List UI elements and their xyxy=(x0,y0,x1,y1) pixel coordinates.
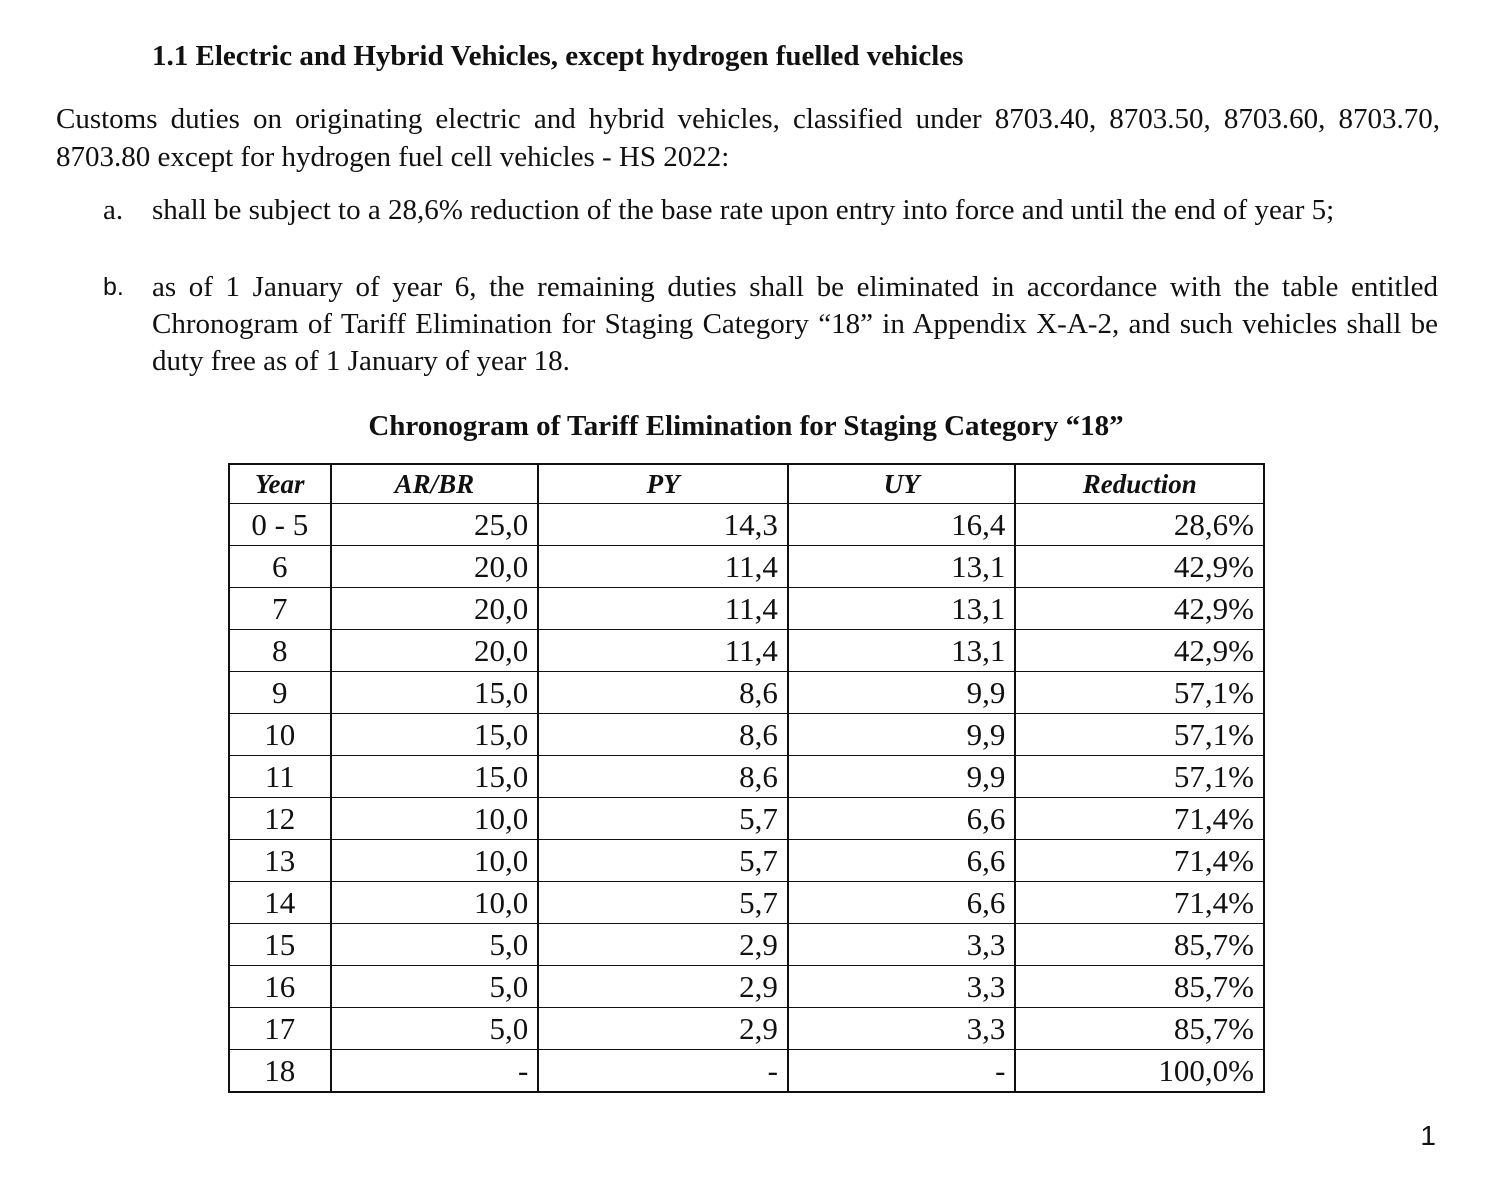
cell-uy: 13,1 xyxy=(788,630,1016,672)
table-row xyxy=(229,672,1264,714)
cell-uy: 13,1 xyxy=(788,546,1016,588)
cell-year: 10 xyxy=(229,714,331,756)
cell-ar-br: 5,0 xyxy=(331,966,539,1008)
list-marker-a: a. xyxy=(103,194,124,226)
cell-year: 6 xyxy=(229,546,331,588)
cell-ar-br: 5,0 xyxy=(331,1008,539,1050)
table-row xyxy=(229,882,1264,924)
cell-ar-br: 20,0 xyxy=(331,546,539,588)
cell-py: 5,7 xyxy=(538,882,788,924)
cell-year: 8 xyxy=(229,630,331,672)
cell-py: 14,3 xyxy=(538,504,788,546)
cell-year: 7 xyxy=(229,588,331,630)
table-row xyxy=(229,798,1264,840)
cell-ar-br: - xyxy=(331,1050,539,1093)
table-row xyxy=(229,966,1264,1008)
cell-year: 12 xyxy=(229,798,331,840)
cell-ar-br: 20,0 xyxy=(331,588,539,630)
cell-reduction: 57,1% xyxy=(1015,756,1264,798)
table-row xyxy=(229,756,1264,798)
cell-uy: - xyxy=(788,1050,1016,1093)
cell-ar-br: 20,0 xyxy=(331,630,539,672)
table-row xyxy=(229,504,1264,546)
cell-year: 0 - 5 xyxy=(229,504,331,546)
table-row xyxy=(229,546,1264,588)
cell-py: 5,7 xyxy=(538,840,788,882)
cell-reduction: 57,1% xyxy=(1015,672,1264,714)
table-row xyxy=(229,1008,1264,1050)
cell-uy: 9,9 xyxy=(788,672,1016,714)
cell-ar-br: 5,0 xyxy=(331,924,539,966)
cell-uy: 3,3 xyxy=(788,924,1016,966)
header-ar-br: AR/BR xyxy=(331,464,539,504)
cell-year: 17 xyxy=(229,1008,331,1050)
cell-year: 15 xyxy=(229,924,331,966)
header-py: PY xyxy=(538,464,788,504)
table-row xyxy=(229,924,1264,966)
cell-year: 18 xyxy=(229,1050,331,1093)
cell-reduction: 71,4% xyxy=(1015,840,1264,882)
cell-ar-br: 15,0 xyxy=(331,672,539,714)
cell-py: 5,7 xyxy=(538,798,788,840)
cell-ar-br: 25,0 xyxy=(331,504,539,546)
cell-uy: 6,6 xyxy=(788,882,1016,924)
list-marker-b: b. xyxy=(103,273,124,301)
table-body xyxy=(229,504,1264,1093)
header-uy: UY xyxy=(788,464,1016,504)
section-heading: 1.1 Electric and Hybrid Vehicles, except hydrogen fuelled vehicles xyxy=(152,40,964,72)
tariff-chronogram-table xyxy=(228,463,1265,1093)
cell-py: 11,4 xyxy=(538,588,788,630)
cell-py: 2,9 xyxy=(538,924,788,966)
table-row xyxy=(229,588,1264,630)
list-text-b: as of 1 January of year 6, the remaining duties shall be eliminated in accordance with the table entitled Chronogram of Tariff Elimination for Staging Category “18” in Appendix X-A-2, and such vehicles shall be duty free as of 1 January of year 18. xyxy=(152,271,1438,377)
intro-paragraph: Customs duties on originating electric and hybrid vehicles, classified under 8703.40, 8703.50, 8703.60, 8703.70, 8703.80 except for hydrogen fuel cell vehicles - HS 2022: xyxy=(56,103,1440,173)
cell-uy: 13,1 xyxy=(788,588,1016,630)
cell-py: - xyxy=(538,1050,788,1093)
cell-reduction: 100,0% xyxy=(1015,1050,1264,1093)
cell-py: 2,9 xyxy=(538,1008,788,1050)
cell-uy: 9,9 xyxy=(788,756,1016,798)
cell-reduction: 85,7% xyxy=(1015,966,1264,1008)
cell-uy: 6,6 xyxy=(788,840,1016,882)
cell-reduction: 42,9% xyxy=(1015,588,1264,630)
header-reduction: Reduction xyxy=(1015,464,1264,504)
cell-uy: 9,9 xyxy=(788,714,1016,756)
cell-ar-br: 10,0 xyxy=(331,840,539,882)
cell-py: 11,4 xyxy=(538,546,788,588)
cell-year: 11 xyxy=(229,756,331,798)
cell-reduction: 28,6% xyxy=(1015,504,1264,546)
table-header-row xyxy=(229,464,1264,504)
page-number: 1 xyxy=(1420,1120,1436,1151)
table-title: Chronogram of Tariff Elimination for Staging Category “18” xyxy=(368,410,1124,442)
table-row xyxy=(229,840,1264,882)
list-text-a: shall be subject to a 28,6% reduction of the base rate upon entry into force and until the end of year 5; xyxy=(152,194,1335,226)
table-row xyxy=(229,630,1264,672)
cell-py: 8,6 xyxy=(538,672,788,714)
cell-reduction: 57,1% xyxy=(1015,714,1264,756)
cell-reduction: 71,4% xyxy=(1015,882,1264,924)
cell-reduction: 42,9% xyxy=(1015,630,1264,672)
cell-uy: 16,4 xyxy=(788,504,1016,546)
cell-uy: 6,6 xyxy=(788,798,1016,840)
cell-reduction: 85,7% xyxy=(1015,1008,1264,1050)
cell-reduction: 71,4% xyxy=(1015,798,1264,840)
cell-py: 11,4 xyxy=(538,630,788,672)
cell-uy: 3,3 xyxy=(788,1008,1016,1050)
cell-year: 13 xyxy=(229,840,331,882)
cell-year: 9 xyxy=(229,672,331,714)
cell-reduction: 42,9% xyxy=(1015,546,1264,588)
cell-ar-br: 15,0 xyxy=(331,714,539,756)
table-row xyxy=(229,1050,1264,1093)
list-item-a xyxy=(103,192,1438,229)
cell-py: 2,9 xyxy=(538,966,788,1008)
list-item-b xyxy=(103,269,1438,380)
cell-py: 8,6 xyxy=(538,714,788,756)
cell-year: 16 xyxy=(229,966,331,1008)
cell-py: 8,6 xyxy=(538,756,788,798)
cell-year: 14 xyxy=(229,882,331,924)
cell-reduction: 85,7% xyxy=(1015,924,1264,966)
table-row xyxy=(229,714,1264,756)
cell-ar-br: 15,0 xyxy=(331,756,539,798)
header-year: Year xyxy=(229,464,331,504)
cell-ar-br: 10,0 xyxy=(331,882,539,924)
cell-ar-br: 10,0 xyxy=(331,798,539,840)
cell-uy: 3,3 xyxy=(788,966,1016,1008)
